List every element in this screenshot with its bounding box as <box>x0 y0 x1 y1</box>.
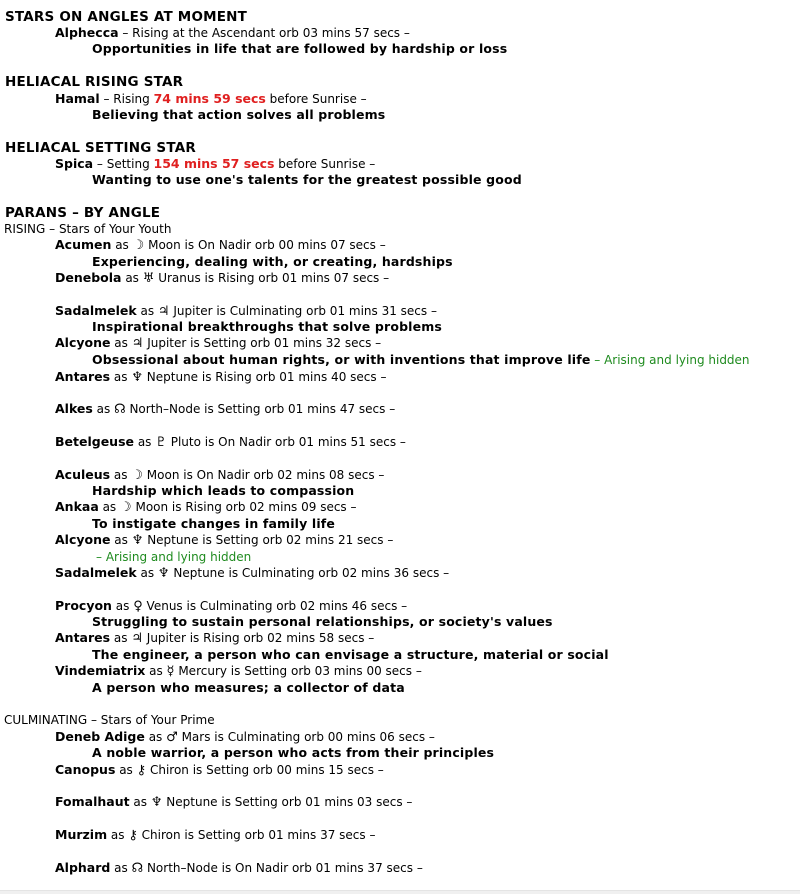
paran-line: Acumen as ☽ Moon is On Nadir orb 00 mins 07 secs – <box>55 237 386 253</box>
star-name: Sadalmelek <box>55 565 137 580</box>
star-name: Denebola <box>55 270 122 285</box>
paran-line: Antares as ♃ Jupiter is Rising orb 02 mins 58 secs – <box>55 630 375 646</box>
paran-detail: Neptune is Rising orb 01 mins 40 secs – <box>142 370 387 384</box>
paran-note: – Arising and lying hidden <box>96 550 252 564</box>
paran-line: Aculeus as ☽ Moon is On Nadir orb 02 mins 08 secs – <box>55 467 385 483</box>
mars-glyph-icon: ♂ <box>166 730 178 745</box>
mercury-glyph-icon: ☿ <box>166 664 175 679</box>
heliacal-rising-heading: HELIACAL RISING STAR <box>5 74 184 90</box>
paran-line: Fomalhaut as ♆ Neptune is Setting orb 01 mins 03 secs – <box>55 794 413 810</box>
venus-glyph-icon: ♀ <box>133 599 143 614</box>
star-detail-post: before Sunrise – <box>265 92 367 106</box>
paran-detail: Jupiter is Setting orb 01 mins 32 secs – <box>143 336 382 350</box>
heliacal-setting-star-line <box>55 156 375 172</box>
moon-glyph-icon: ☽ <box>120 500 132 515</box>
heliacal-rising-meaning: Believing that action solves all problems <box>92 107 386 122</box>
star-detail: – Rising at the Ascendant orb 03 mins 57 secs – <box>118 26 410 40</box>
paran-meaning: A noble warrior, a person who acts from their principles <box>92 745 495 760</box>
rising-group-label: RISING – Stars of Your Youth <box>4 222 172 236</box>
moon-glyph-icon: ☽ <box>131 468 143 483</box>
star-detail-pre: – Setting <box>93 157 154 171</box>
star-name: Vindemiatrix <box>55 663 146 678</box>
star-name: Fomalhaut <box>55 794 130 809</box>
star-name: Procyon <box>55 598 112 613</box>
paran-meaning: Struggling to sustain personal relationships, or society's values <box>92 614 553 629</box>
paran-line: Murzim as ⚷ Chiron is Setting orb 01 mins 37 secs – <box>55 827 376 843</box>
star-name: Murzim <box>55 827 108 842</box>
jupiter-glyph-icon: ♃ <box>131 336 144 351</box>
star-name: Canopus <box>55 762 116 777</box>
neptune-glyph-icon: ♆ <box>150 795 163 810</box>
chiron-glyph-icon: ⚷ <box>128 828 138 843</box>
paran-detail: North–Node is Setting orb 01 mins 47 secs – <box>125 402 396 416</box>
paran-line: Canopus as ⚷ Chiron is Setting orb 00 mins 15 secs – <box>55 762 384 778</box>
paran-line: Alcyone as ♆ Neptune is Setting orb 02 mins 21 secs – <box>55 532 394 548</box>
star-detail-pre: – Rising <box>99 92 154 106</box>
paran-meaning: Obsessional about human rights, or with inventions that improve life – Arising and lying hidden <box>92 352 750 367</box>
culminating-group-label: CULMINATING – Stars of Your Prime <box>4 713 215 727</box>
star-name: Hamal <box>55 91 100 106</box>
angles-heading: STARS ON ANGLES AT MOMENT <box>5 9 248 25</box>
star-name: Aculeus <box>55 467 111 482</box>
paran-detail: Mercury is Setting orb 03 mins 00 secs – <box>174 664 422 678</box>
paran-detail: Mars is Culminating orb 00 mins 06 secs – <box>177 730 435 744</box>
paran-line: Alcyone as ♃ Jupiter is Setting orb 01 mins 32 secs – <box>55 335 382 351</box>
time-before-sunrise: 74 mins 59 secs <box>153 91 266 106</box>
paran-line: Ankaa as ☽ Moon is Rising orb 02 mins 09 secs – <box>55 499 357 515</box>
paran-detail: Neptune is Culminating orb 02 mins 36 secs – <box>169 566 450 580</box>
star-name: Acumen <box>55 237 112 252</box>
paran-meaning: A person who measures; a collector of data <box>92 680 405 695</box>
north-node-glyph-icon: ☊ <box>114 402 126 417</box>
star-name: Ankaa <box>55 499 99 514</box>
star-name: Alphard <box>55 860 111 875</box>
star-name: Alcyone <box>55 532 111 547</box>
parans-heading: PARANS – BY ANGLE <box>5 205 161 221</box>
paran-detail: Neptune is Setting orb 02 mins 21 secs – <box>143 533 394 547</box>
paran-detail: Jupiter is Rising orb 02 mins 58 secs – <box>142 631 375 645</box>
neptune-glyph-icon: ♆ <box>157 566 170 581</box>
star-name: Betelgeuse <box>55 434 134 449</box>
angles-meaning: Opportunities in life that are followed by hardship or loss <box>92 41 508 56</box>
paran-detail: Moon is Rising orb 02 mins 09 secs – <box>131 500 357 514</box>
star-detail-post: before Sunrise – <box>274 157 376 171</box>
star-name: Antares <box>55 369 111 384</box>
paran-meaning: The engineer, a person who can envisage a structure, material or social <box>92 647 609 662</box>
paran-detail: Uranus is Rising orb 01 mins 07 secs – <box>154 271 390 285</box>
heliacal-setting-heading: HELIACAL SETTING STAR <box>5 140 196 156</box>
paran-detail: Chiron is Setting orb 01 mins 37 secs – <box>137 828 376 842</box>
paran-line: Denebola as ♅ Uranus is Rising orb 01 mins 07 secs – <box>55 270 390 286</box>
paran-detail: Chiron is Setting orb 00 mins 15 secs – <box>146 763 384 777</box>
paran-line: Betelgeuse as ♇ Pluto is On Nadir orb 01 mins 51 secs – <box>55 434 406 450</box>
chiron-glyph-icon: ⚷ <box>136 763 147 778</box>
paran-line: Vindemiatrix as ☿ Mercury is Setting orb 03 mins 00 secs – <box>55 663 422 679</box>
paran-note: – Arising and lying hidden <box>590 353 750 367</box>
uranus-glyph-icon: ♅ <box>142 271 155 286</box>
paran-line: Alphard as ☊ North–Node is On Nadir orb 01 mins 37 secs – <box>55 860 423 876</box>
heliacal-rising-star-line <box>55 91 367 107</box>
bottom-divider <box>0 890 800 894</box>
paran-meaning: Experiencing, dealing with, or creating, hardships <box>92 254 453 269</box>
paran-detail: Jupiter is Culminating orb 01 mins 31 secs – <box>169 304 437 318</box>
jupiter-glyph-icon: ♃ <box>157 304 170 319</box>
paran-detail: Moon is On Nadir orb 00 mins 07 secs – <box>144 238 386 252</box>
star-name: Spica <box>55 156 94 171</box>
jupiter-glyph-icon: ♃ <box>131 631 143 646</box>
paran-detail: Moon is On Nadir orb 02 mins 08 secs – <box>142 468 385 482</box>
star-name: Alcyone <box>55 335 111 350</box>
paran-line: Alkes as ☊ North–Node is Setting orb 01 mins 47 secs – <box>55 401 396 417</box>
paran-detail: Neptune is Setting orb 01 mins 03 secs – <box>162 795 413 809</box>
star-name: Alkes <box>55 401 93 416</box>
neptune-glyph-icon: ♆ <box>131 533 144 548</box>
star-name: Alphecca <box>55 25 119 40</box>
neptune-glyph-icon: ♆ <box>131 370 143 385</box>
star-name: Antares <box>55 630 111 645</box>
star-name: Deneb Adige <box>55 729 145 744</box>
paran-meaning: Hardship which leads to compassion <box>92 483 355 498</box>
time-before-sunrise: 154 mins 57 secs <box>153 156 275 171</box>
moon-glyph-icon: ☽ <box>132 238 145 253</box>
paran-meaning: Inspirational breakthroughs that solve problems <box>92 319 442 334</box>
pluto-glyph-icon: ♇ <box>155 435 167 450</box>
paran-line: Sadalmelek as ♆ Neptune is Culminating orb 02 mins 36 secs – <box>55 565 450 581</box>
heliacal-setting-meaning: Wanting to use one's talents for the greatest possible good <box>92 172 522 187</box>
paran-line: Procyon as ♀ Venus is Culminating orb 02 mins 46 secs – <box>55 598 408 614</box>
north-node-glyph-icon: ☊ <box>131 861 144 876</box>
paran-detail: Pluto is On Nadir orb 01 mins 51 secs – <box>166 435 406 449</box>
star-name: Sadalmelek <box>55 303 137 318</box>
angles-star-line <box>55 25 410 41</box>
paran-line: Antares as ♆ Neptune is Rising orb 01 mins 40 secs – <box>55 369 387 385</box>
paran-detail: North–Node is On Nadir orb 01 mins 37 secs – <box>143 861 423 875</box>
paran-line: Deneb Adige as ♂ Mars is Culminating orb 00 mins 06 secs – <box>55 729 435 745</box>
paran-line: Sadalmelek as ♃ Jupiter is Culminating orb 01 mins 31 secs – <box>55 303 437 319</box>
paran-detail: Venus is Culminating orb 02 mins 46 secs – <box>142 599 408 613</box>
paran-meaning: To instigate changes in family life <box>92 516 335 531</box>
